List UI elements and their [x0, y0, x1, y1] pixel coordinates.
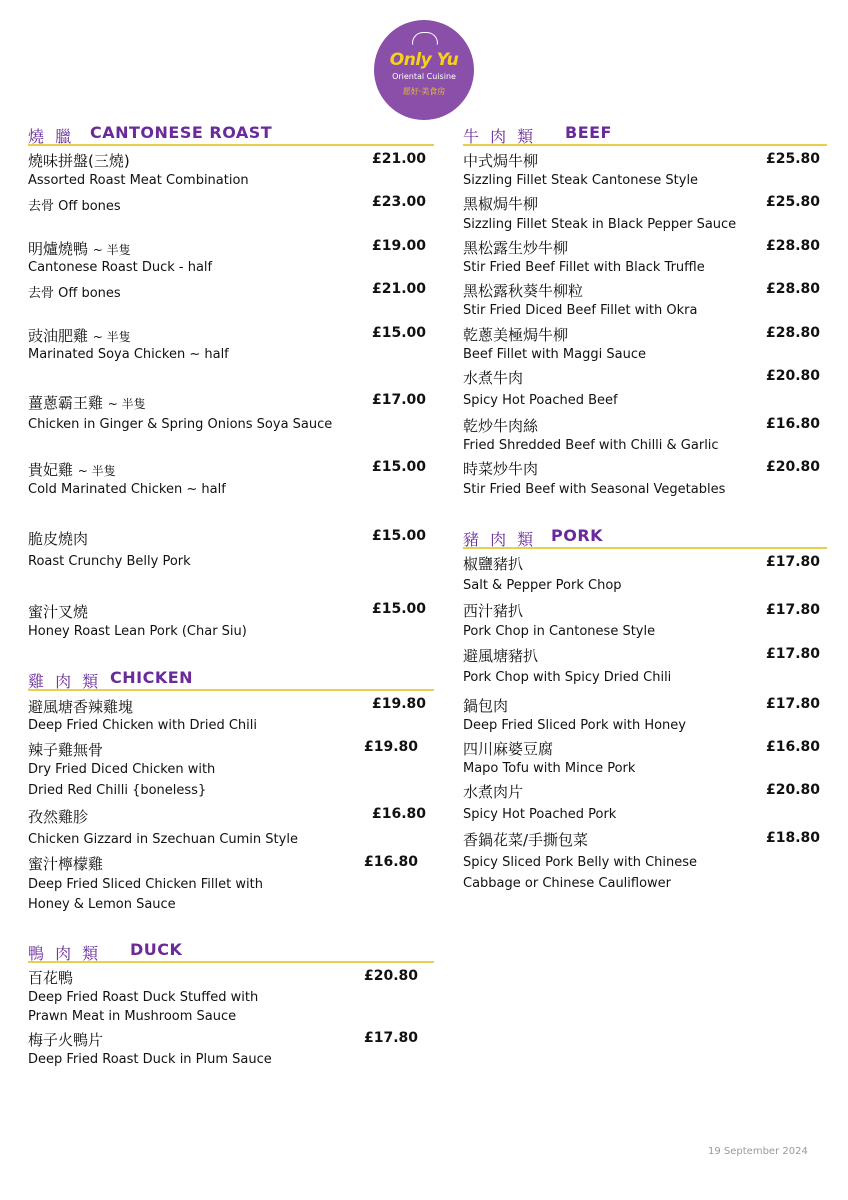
item-en: Pork Chop in Cantonese Style: [463, 624, 656, 639]
section-title-cn: 雞 肉 類: [28, 672, 102, 691]
item-en-line2: Dried Red Chilli {boneless}: [28, 783, 207, 798]
item-price: £17.80: [766, 696, 821, 712]
item-cn: 脆皮燒肉: [28, 530, 89, 548]
item-price: £15.00: [372, 325, 427, 341]
section-title-cn: 鴨 肉 類: [28, 944, 102, 963]
section-title-en: DUCK: [130, 940, 183, 959]
item-en-line2: Honey & Lemon Sauce: [28, 897, 176, 912]
item-cn: 豉油肥雞: [28, 327, 89, 345]
item-en: Spicy Hot Poached Beef: [463, 393, 618, 408]
item-en: Deep Fried Roast Duck Stuffed with: [28, 990, 259, 1005]
item-cn: 黑松露秋葵牛柳粒: [463, 282, 584, 300]
item-en: Cold Marinated Chicken ~ half: [28, 482, 226, 497]
item-price: £16.80: [364, 854, 419, 870]
section-title-en: PORK: [551, 526, 604, 545]
item-cn: 時菜炒牛肉: [463, 460, 539, 478]
item-en: Deep Fried Sliced Pork with Honey: [463, 718, 686, 733]
item-en: Cantonese Roast Duck - half: [28, 260, 213, 275]
item-cn: 蜜汁叉燒: [28, 603, 89, 621]
item-sub: 去骨 Off bones: [28, 286, 121, 301]
item-price: £28.80: [766, 325, 821, 341]
item-price: £17.80: [364, 1030, 419, 1046]
item-en: Sizzling Fillet Steak in Black Pepper Sauce: [463, 217, 737, 232]
section-header-pork: [463, 527, 827, 549]
section-header-duck: [28, 941, 434, 963]
item-price: £16.80: [372, 806, 427, 822]
item-cn: 椒鹽豬扒: [463, 555, 524, 573]
item-half: ~ 半隻: [77, 464, 116, 478]
item-en: Spicy Hot Poached Pork: [463, 807, 617, 822]
item-price: £18.80: [766, 830, 821, 846]
item-price: £15.00: [372, 601, 427, 617]
item-en: Honey Roast Lean Pork (Char Siu): [28, 624, 247, 639]
item-cn: 貴妃雞: [28, 461, 74, 479]
item-cn: 西汁豬扒: [463, 602, 524, 620]
item-en: Salt & Pepper Pork Chop: [463, 578, 622, 593]
logo-name: Only Yu: [389, 50, 459, 70]
item-price: £15.00: [372, 459, 427, 475]
item-en: Stir Fried Diced Beef Fillet with Okra: [463, 303, 698, 318]
item-en: Chicken Gizzard in Szechuan Cumin Style: [28, 832, 298, 847]
item-cn: 香鍋花菜/手撕包菜: [463, 831, 589, 849]
section-title-cn: 豬 肉 類: [463, 530, 537, 549]
item-en: Dry Fried Diced Chicken with: [28, 762, 216, 777]
section-title-cn: 燒 臘: [28, 127, 75, 146]
item-cn: 黑松露生炒牛柳: [463, 239, 569, 257]
item-price: £19.00: [372, 238, 427, 254]
item-price: £20.80: [766, 459, 821, 475]
item-en: Deep Fried Chicken with Dried Chili: [28, 718, 257, 733]
item-en: Spicy Sliced Pork Belly with Chinese: [463, 855, 698, 870]
section-header-cantonese-roast: [28, 124, 434, 146]
item-en-line2: Prawn Meat in Mushroom Sauce: [28, 1009, 237, 1024]
item-en: Sizzling Fillet Steak Cantonese Style: [463, 173, 699, 188]
logo-subtitle: Oriental Cuisine: [392, 72, 456, 81]
restaurant-logo: [374, 20, 474, 120]
item-price: £17.80: [766, 646, 821, 662]
item-price: £19.80: [372, 696, 427, 712]
item-price: £20.80: [766, 782, 821, 798]
item-price: £19.80: [364, 739, 419, 755]
item-price: £28.80: [766, 281, 821, 297]
item-cn: 水煮肉片: [463, 783, 524, 801]
item-en: Stir Fried Beef with Seasonal Vegetables: [463, 482, 726, 497]
item-cn: 蜜汁檸檬雞: [28, 855, 104, 873]
item-half: ~ 半隻: [92, 243, 131, 257]
item-cn: 孜然雞胗: [28, 808, 89, 826]
item-en: Assorted Roast Meat Combination: [28, 173, 249, 188]
item-en: Fried Shredded Beef with Chilli & Garlic: [463, 438, 719, 453]
item-price: £25.80: [766, 151, 821, 167]
item-cn: 燒味拼盤(三燒): [28, 152, 130, 170]
item-cn: 黑椒焗牛柳: [463, 195, 539, 213]
item-en: Mapo Tofu with Mince Pork: [463, 761, 636, 776]
item-cn: 水煮牛肉: [463, 369, 524, 387]
section-title-en: CHICKEN: [110, 668, 194, 687]
item-price: £16.80: [766, 416, 821, 432]
item-en: Beef Fillet with Maggi Sauce: [463, 347, 646, 362]
item-half: ~ 半隻: [92, 330, 131, 344]
section-title-cn: 牛 肉 類: [463, 127, 537, 146]
item-price: £20.80: [766, 368, 821, 384]
item-en: Stir Fried Beef Fillet with Black Truffle: [463, 260, 705, 275]
item-price: £17.00: [372, 392, 427, 408]
item-cn: 避風塘豬扒: [463, 647, 539, 665]
item-cn: 百花鴨: [28, 969, 74, 987]
item-cn: 辣子雞無骨: [28, 741, 104, 759]
item-price: £25.80: [766, 194, 821, 210]
item-sub: 去骨 Off bones: [28, 199, 121, 214]
item-cn: 乾蔥美極焗牛柳: [463, 326, 569, 344]
item-price: £21.00: [372, 151, 427, 167]
section-title-en: BEEF: [565, 123, 612, 142]
item-en: Roast Crunchy Belly Pork: [28, 554, 191, 569]
item-en-line2: Cabbage or Chinese Cauliflower: [463, 876, 672, 891]
item-cn: 鍋包肉: [463, 697, 509, 715]
section-header-beef: [463, 124, 827, 146]
item-cn: 中式焗牛柳: [463, 152, 539, 170]
item-price: £16.80: [766, 739, 821, 755]
section-header-chicken: [28, 669, 434, 691]
item-en: Chicken in Ginger & Spring Onions Soya Sauce: [28, 417, 333, 432]
item-price: £28.80: [766, 238, 821, 254]
item-price: £17.80: [766, 554, 821, 570]
item-cn: 明爐燒鴨: [28, 240, 89, 258]
item-half: ~ 半隻: [107, 397, 146, 411]
item-sub-price: £21.00: [372, 281, 427, 297]
item-sub-price: £23.00: [372, 194, 427, 210]
item-cn: 避風塘香辣雞塊: [28, 698, 134, 716]
item-cn: 梅子火鴨片: [28, 1031, 104, 1049]
section-title-en: CANTONESE ROAST: [90, 123, 273, 142]
item-price: £17.80: [766, 602, 821, 618]
item-en: Deep Fried Sliced Chicken Fillet with: [28, 877, 263, 892]
item-cn: 薑蔥霸王雞: [28, 394, 104, 412]
item-cn: 乾炒牛肉絲: [463, 417, 539, 435]
item-price: £15.00: [372, 528, 427, 544]
item-price: £20.80: [364, 968, 419, 984]
item-cn: 四川麻婆豆腐: [463, 740, 554, 758]
chef-hat-icon: [412, 32, 438, 45]
item-en: Pork Chop with Spicy Dried Chili: [463, 670, 672, 685]
item-en: Deep Fried Roast Duck in Plum Sauce: [28, 1052, 272, 1067]
logo-chinese: 愿好·美食房: [402, 87, 446, 96]
footer-date: 19 September 2024: [708, 1146, 808, 1157]
item-en: Marinated Soya Chicken ~ half: [28, 347, 229, 362]
